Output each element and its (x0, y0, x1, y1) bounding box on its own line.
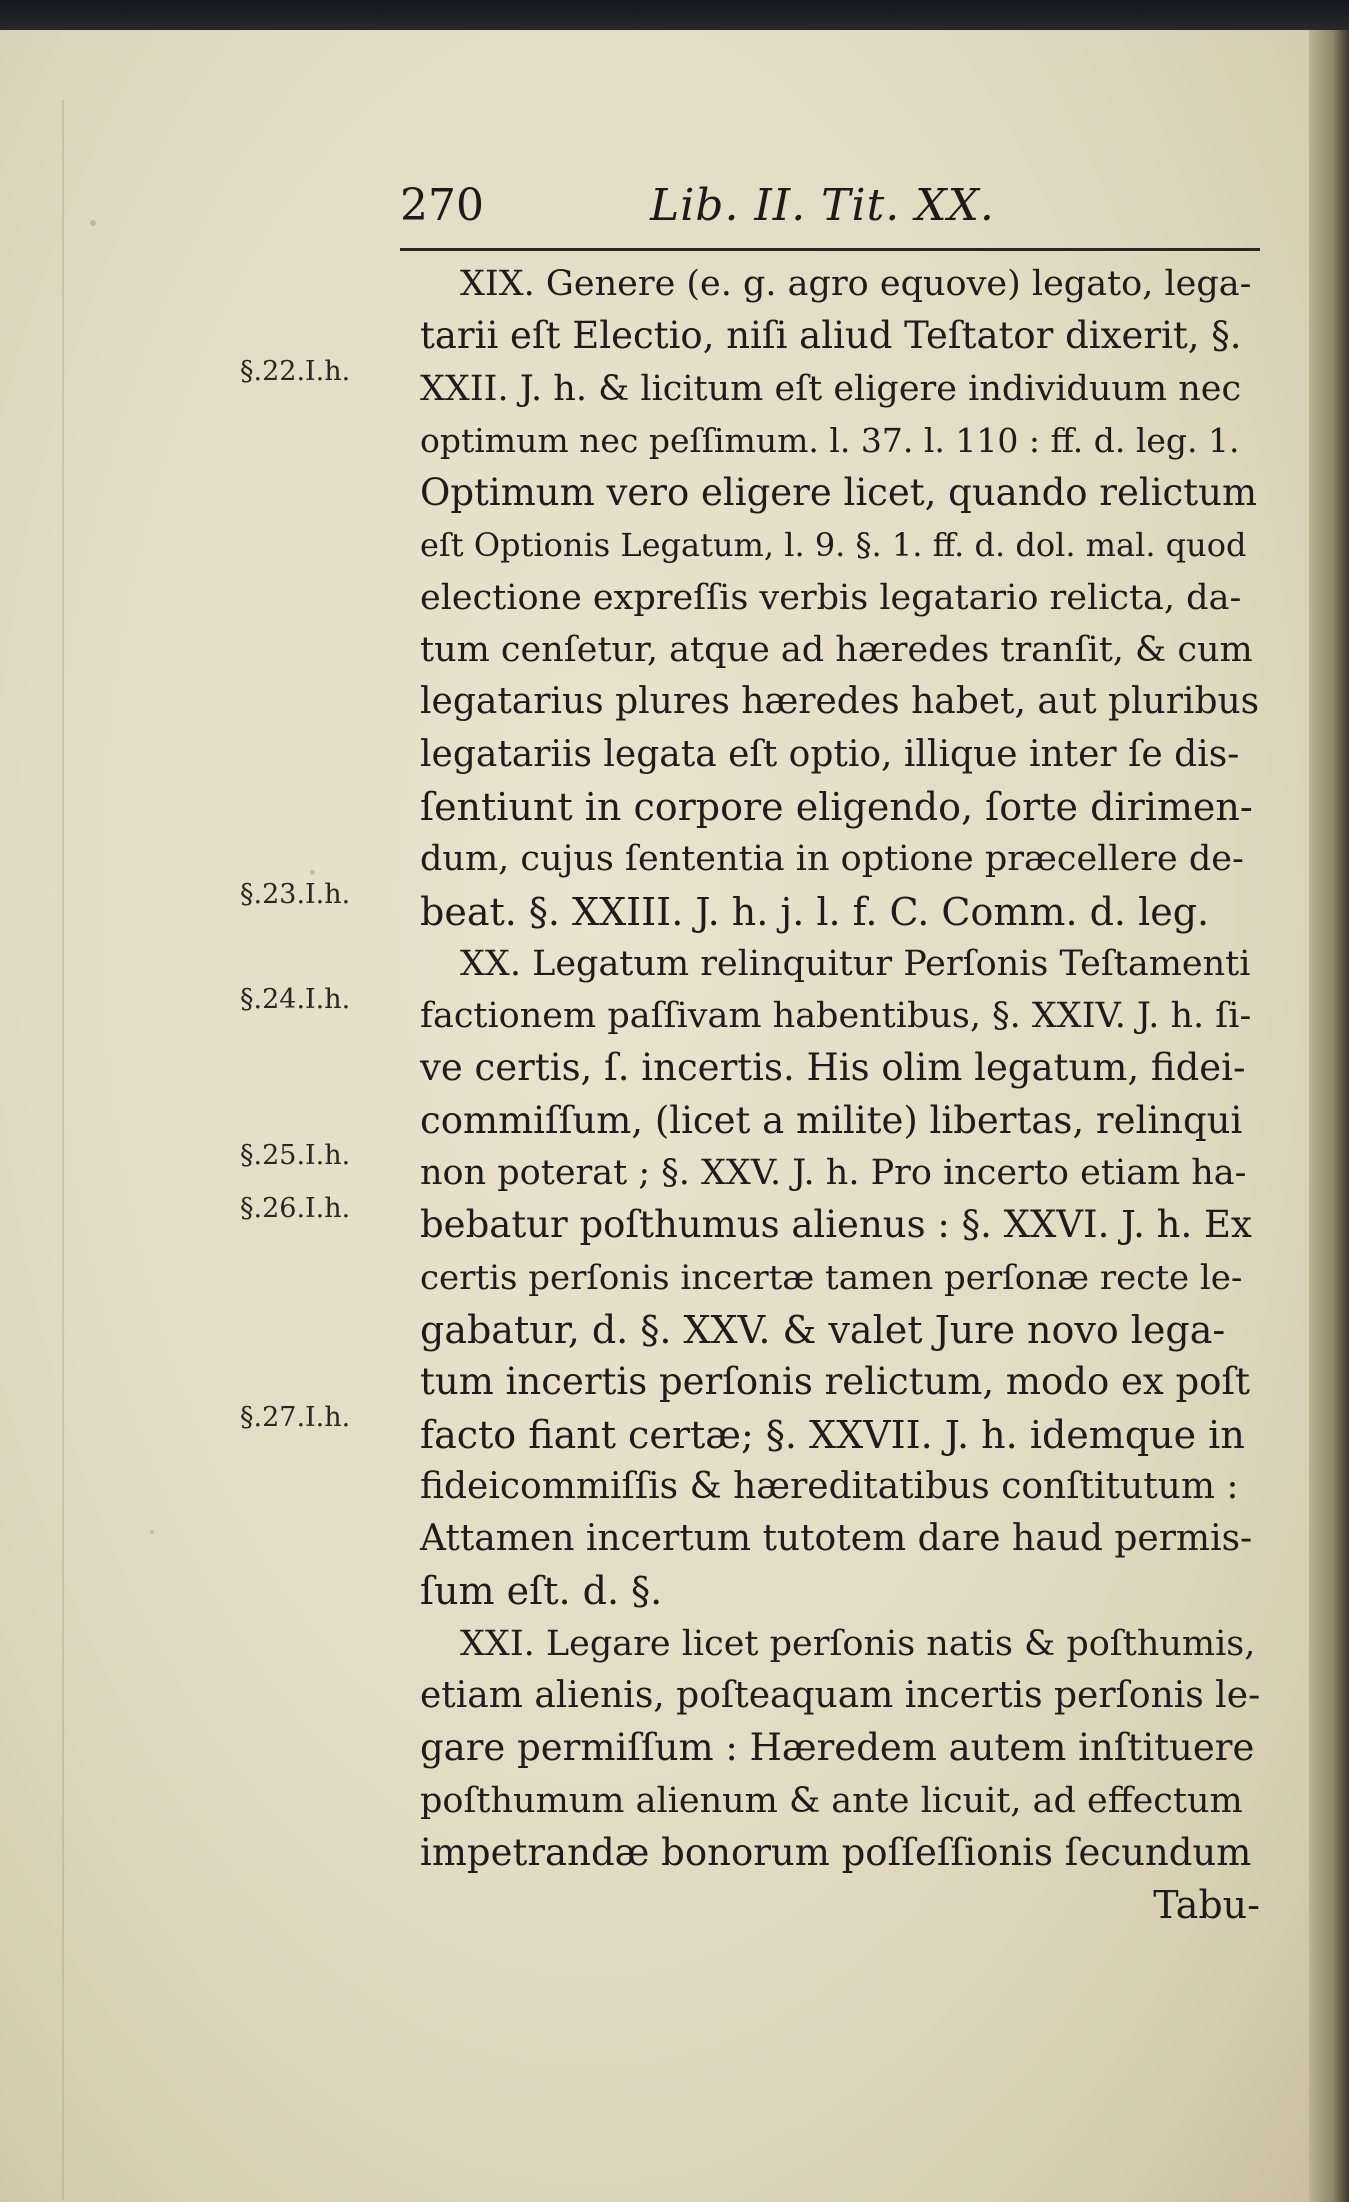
text-line: beat. §. XXIII. J. h. j. l. f. C. Comm. d. leg. (420, 889, 1210, 934)
text-line: fideicommiſſis & hæreditatibus conſtitutum : (420, 1465, 1239, 1507)
margin-note: §.27.I.h. (240, 1402, 351, 1433)
text-line: Optimum vero eligere licet, quando relictum (420, 471, 1258, 515)
text-line: etiam alienis, poſteaquam incertis perſonis le- (420, 1675, 1261, 1717)
text-line: bebatur poſthumus alienus : §. XXVI. J. h. Ex (420, 1203, 1252, 1247)
catchword: Tabu- (1153, 1883, 1260, 1928)
page-number: 270 (400, 180, 484, 231)
text-line: tum incertis perſonis relictum, modo ex poſt (420, 1360, 1251, 1404)
body-text (420, 258, 1260, 1932)
text-line: XX. Legatum relinquitur Perſonis Teſtamenti (460, 943, 1251, 984)
margin-note: §.23.I.h. (240, 879, 351, 910)
margin-note: §.26.I.h. (240, 1193, 351, 1224)
text-line: tarii eſt Electio, niſi aliud Teſtator dixerit, §. (420, 314, 1242, 358)
text-line: non poterat ; §. XXV. J. h. Pro incerto etiam ha- (420, 1153, 1247, 1194)
text-line: factionem paſſivam habentibus, §. XXIV. J. h. ſi- (420, 996, 1252, 1037)
text-line: legatarius plures hæredes habet, aut pluribus (420, 681, 1260, 723)
header-rule (400, 248, 1260, 251)
text-line: certis perſonis incertæ tamen perſonæ recte le- (420, 1257, 1243, 1298)
text-line: gare permiſſum : Hæredem autem inſtituere (420, 1726, 1255, 1770)
text-line: ſentiunt in corpore eligendo, ſorte dirimen- (420, 784, 1253, 829)
text-line: poſthumum alienum & ante licuit, ad effectum (420, 1780, 1243, 1821)
text-line: XXI. Legare licet perſonis natis & poſthumis, (460, 1623, 1256, 1664)
text-line: commiſſum, (licet a milite) libertas, relinqui (420, 1098, 1243, 1142)
text-line: gabatur, d. §. XXV. & valet Jure novo lega- (420, 1307, 1226, 1352)
paper-speck (150, 1530, 154, 1534)
margin-note: §.24.I.h. (240, 984, 351, 1015)
text-line: ſum eſt. d. §. (420, 1569, 663, 1614)
text-line: tum cenſetur, atque ad hæredes tranſit, & cum (420, 630, 1253, 671)
text-line: eſt Optionis Legatum, l. 9. §. 1. ff. d. dol. mal. quod (420, 526, 1247, 565)
margin-note: §.25.I.h. (240, 1140, 351, 1171)
text-line: ve certis, ſ. incertis. His olim legatum, fidei- (420, 1046, 1246, 1090)
text-line: dum, cujus ſententia in optione præcellere de- (420, 839, 1244, 880)
paper-speck (90, 220, 96, 226)
paper-speck (310, 870, 315, 875)
text-line: legatariis legata eſt optio, illique inter ſe dis- (420, 733, 1240, 775)
text-line: optimum nec peſſimum. l. 37. l. 110 : ff. d. leg. 1. (420, 420, 1240, 460)
text-line: XXII. J. h. & licitum eſt eligere individuum nec (420, 368, 1242, 409)
text-line: electione expreſſis verbis legatario relicta, da- (420, 577, 1242, 618)
text-line: XIX. Genere (e. g. agro equove) legato, lega- (460, 264, 1252, 304)
book-gutter (1309, 30, 1349, 2202)
page-header (380, 180, 1260, 230)
text-line: facto fiant certæ; §. XXVII. J. h. idemque in (420, 1412, 1245, 1457)
page-fold (62, 100, 64, 2200)
text-line: Attamen incertum tutotem dare haud permis- (420, 1518, 1253, 1560)
running-title: Lib. II. Tit. XX. (650, 180, 995, 231)
margin-note: §.22.I.h. (240, 356, 351, 387)
text-line: impetrandæ bonorum poſſeſſionis ſecundum (420, 1830, 1252, 1874)
